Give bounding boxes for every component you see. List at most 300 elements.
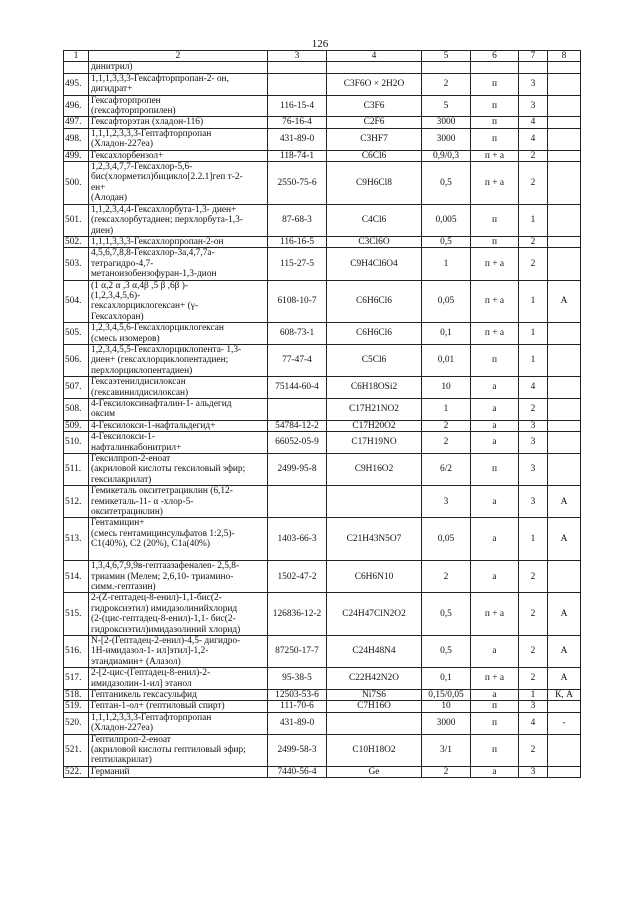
name-line: Гемикеталь окситетрациклин (6,12-: [91, 486, 233, 497]
name-line: 1,2,3,4,5,5-Гексахлорциклопента- 1,3-: [91, 344, 242, 355]
cas-number: [268, 62, 327, 73]
row-number: 495.: [64, 73, 89, 95]
formula: C5Cl6: [327, 344, 422, 376]
note: [548, 150, 581, 161]
aggregate-state: п + а: [471, 248, 519, 280]
name-line: Гексафторпропен: [91, 95, 161, 106]
formula: C2F6: [327, 117, 422, 128]
note: А: [548, 486, 581, 518]
substance-name: [89, 486, 268, 518]
limit-value: 10: [422, 377, 471, 399]
note: [548, 248, 581, 280]
substance-name: [89, 280, 268, 323]
name-line: (смесь изомеров): [91, 333, 160, 344]
row-number: 509.: [64, 420, 89, 431]
row-number: 520.: [64, 712, 89, 734]
aggregate-state: а: [471, 486, 519, 518]
name-line: тетрагидро-4,7-: [91, 258, 154, 269]
note: [548, 95, 581, 117]
limit-value: 0,5: [422, 236, 471, 247]
name-line: имидазолин-1-ил] этанол: [91, 678, 192, 689]
cas-number: 76-16-4: [268, 117, 327, 128]
formula: C9H6Cl8: [327, 162, 422, 205]
cas-number: 6108-10-7: [268, 280, 327, 323]
substance-name: [89, 593, 268, 636]
hazard-class: 2: [519, 734, 548, 766]
hazard-class: 2: [519, 668, 548, 690]
formula: C3Cl6O: [327, 236, 422, 247]
note: А: [548, 280, 581, 323]
table-row: [64, 734, 581, 766]
name-line: (акриловой кислоты гексиловый эфир;: [91, 464, 246, 475]
note: [548, 377, 581, 399]
col-header: 1: [64, 51, 89, 62]
cas-number: 66052-05-9: [268, 432, 327, 454]
limit-value: 0,9/0,3: [422, 150, 471, 161]
aggregate-state: а: [471, 399, 519, 421]
name-line: (1 α,2 α ,3 α,4β ,5 β ,6β )-: [91, 280, 189, 291]
formula: C6H18OSi2: [327, 377, 422, 399]
formula: C6H6Cl6: [327, 280, 422, 323]
aggregate-state: а: [471, 635, 519, 667]
substance-name: [89, 377, 268, 399]
hazard-class: 2: [519, 150, 548, 161]
aggregate-state: а: [471, 420, 519, 431]
note: [548, 323, 581, 345]
cas-number: [268, 399, 327, 421]
formula: [327, 62, 422, 73]
formula: C6H6Cl6: [327, 323, 422, 345]
limit-value: 1: [422, 248, 471, 280]
aggregate-state: п + а: [471, 593, 519, 636]
cas-number: 111-70-6: [268, 701, 327, 712]
name-line: 1,2,3,4,7,7-Гексахлор-5,6-: [91, 162, 193, 173]
cas-number: [268, 486, 327, 518]
name-line: окситетрациклин): [91, 507, 163, 518]
row-number: 499.: [64, 150, 89, 161]
note: [548, 432, 581, 454]
cas-number: 431-89-0: [268, 712, 327, 734]
substance-name: [89, 344, 268, 376]
substance-name: [89, 399, 268, 421]
table-row: [64, 117, 581, 128]
hazard-class: [519, 62, 548, 73]
formula: Ni7S6: [327, 689, 422, 700]
formula: C17H19NO: [327, 432, 422, 454]
name-line: Гексахлоран): [91, 311, 144, 322]
name-line: Гексахлорбензол+: [91, 150, 164, 161]
limit-value: 0,5: [422, 593, 471, 636]
name-line: гемикеталь-11- α -хлор-5-: [91, 496, 194, 507]
name-line: (Алодан): [91, 193, 128, 204]
name-line: нафталинкабонитрил+: [91, 442, 182, 453]
name-line: [91, 550, 265, 560]
substance-name: [89, 766, 268, 777]
note: [548, 420, 581, 431]
col-header: 6: [471, 51, 519, 62]
substance-name: [89, 518, 268, 561]
table-row: [64, 128, 581, 150]
table-row: [64, 561, 581, 593]
row-number: 522.: [64, 766, 89, 777]
name-line: диен+ (гексахлорциклопентадиен;: [91, 355, 229, 366]
substance-name: [89, 701, 268, 712]
note: [548, 766, 581, 777]
name-line: Германий: [91, 766, 130, 777]
row-number: 496.: [64, 95, 89, 117]
substance-name: [89, 323, 268, 345]
hazard-class: 3: [519, 73, 548, 95]
formula: C3F6: [327, 95, 422, 117]
row-number: 504.: [64, 280, 89, 323]
name-line: (Хладон-227еа): [91, 139, 153, 150]
aggregate-state: а: [471, 766, 519, 777]
limit-value: 5: [422, 95, 471, 117]
substance-name: [89, 150, 268, 161]
limit-value: 1: [422, 399, 471, 421]
substance-name: [89, 236, 268, 247]
name-line: метаноизобензофуран-1,3-дион: [91, 269, 217, 280]
row-number: 511.: [64, 454, 89, 486]
name-line: 1,1,1,2,3,3,3-Гептафторпропан: [91, 128, 212, 139]
aggregate-state: п: [471, 454, 519, 486]
name-line: 1,2,3,4,5,6-Гексахлорциклогексан: [91, 323, 224, 334]
substance-name: [89, 95, 268, 117]
col-header: 8: [548, 51, 581, 62]
aggregate-state: п: [471, 73, 519, 95]
table-row: [64, 377, 581, 399]
limit-value: 0,005: [422, 204, 471, 236]
limit-value: 0,5: [422, 635, 471, 667]
row-number: 500.: [64, 162, 89, 205]
limit-value: 0,05: [422, 280, 471, 323]
name-line: 4-Гексилокси-1-: [91, 432, 155, 443]
hazard-class: 2: [519, 236, 548, 247]
row-number: 506.: [64, 344, 89, 376]
formula: C4Cl6: [327, 204, 422, 236]
hazard-class: 4: [519, 377, 548, 399]
formula: C3F6O × 2H2O: [327, 73, 422, 95]
name-line: диен): [91, 225, 114, 236]
aggregate-state: а: [471, 689, 519, 700]
cas-number: 1502-47-2: [268, 561, 327, 593]
limit-value: 2: [422, 420, 471, 431]
formula: C24H48N4: [327, 635, 422, 667]
name-line: динитрил): [91, 62, 133, 73]
row-number: 505.: [64, 323, 89, 345]
name-line: Гептаникель гексасульфид: [91, 689, 197, 700]
table-row: [64, 62, 581, 73]
name-line: оксим: [91, 409, 116, 420]
note: [548, 399, 581, 421]
aggregate-state: п + а: [471, 323, 519, 345]
hazard-class: 1: [519, 344, 548, 376]
name-line: Гексилпроп-2-еноат: [91, 454, 171, 465]
name-line: Гептилпроп-2-еноат: [91, 734, 171, 745]
name-line: гептилакрилат): [91, 755, 152, 766]
cas-number: 54784-12-2: [268, 420, 327, 431]
table-row: [64, 323, 581, 345]
name-line: ен+: [91, 182, 106, 193]
hazard-class: 3: [519, 432, 548, 454]
name-line: (акриловой кислоты гептиловый эфир;: [91, 745, 246, 755]
limit-value: [422, 62, 471, 73]
cas-number: 77-47-4: [268, 344, 327, 376]
name-line: перхлорциклопентадиен): [91, 365, 193, 376]
note: [548, 454, 581, 486]
aggregate-state: п: [471, 701, 519, 712]
cas-number: 2550-75-6: [268, 162, 327, 205]
name-line: гидроксиэтил) имидазолинийхлорид: [91, 603, 238, 614]
formula: C17H21NO2: [327, 399, 422, 421]
note: [548, 204, 581, 236]
note: [548, 73, 581, 95]
cas-number: 115-27-5: [268, 248, 327, 280]
row-number: 510.: [64, 432, 89, 454]
cas-number: 2499-95-8: [268, 454, 327, 486]
name-line: гидроксиэтил)имидазолиний хлорид): [91, 624, 241, 635]
substance-name: [89, 635, 268, 667]
aggregate-state: п: [471, 204, 519, 236]
table-row: [64, 162, 581, 205]
name-line: 1,3,4,6,7,9,9в-гептаазафеналеn- 2,5,8-: [91, 561, 240, 572]
table-row: [64, 766, 581, 777]
limit-value: 0,05: [422, 518, 471, 561]
col-header: 4: [327, 51, 422, 62]
row-number: 503.: [64, 248, 89, 280]
cas-number: [268, 73, 327, 95]
col-header: 3: [268, 51, 327, 62]
hazard-class: 4: [519, 117, 548, 128]
row-number: 512.: [64, 486, 89, 518]
header-row: [64, 51, 581, 62]
table-row: [64, 73, 581, 95]
note: К, А: [548, 689, 581, 700]
name-line: 2-[2-цис-(Гептадец-8-енил)-2-: [91, 668, 211, 679]
table-row: [64, 420, 581, 431]
limit-value: 3: [422, 486, 471, 518]
row-number: 513.: [64, 518, 89, 561]
note: А: [548, 668, 581, 690]
note: А: [548, 593, 581, 636]
name-line: 4-Гексилоксинафталин-1- альдегид: [91, 399, 232, 409]
limit-value: 3/1: [422, 734, 471, 766]
name-line: симм.-гептазин): [91, 581, 156, 592]
substance-name: [89, 248, 268, 280]
limit-value: 3000: [422, 712, 471, 734]
hazard-class: 2: [519, 561, 548, 593]
name-line: (1,2,3,4,5,6)-: [91, 290, 141, 301]
cas-number: 1403-66-3: [268, 518, 327, 561]
hazard-class: 2: [519, 399, 548, 421]
hazard-class: 3: [519, 701, 548, 712]
note: [548, 117, 581, 128]
table-body: [64, 62, 581, 778]
row-number: 516.: [64, 635, 89, 667]
cas-number: 116-16-5: [268, 236, 327, 247]
substance-name: [89, 712, 268, 734]
formula: C9H16O2: [327, 454, 422, 486]
formula: C3HF7: [327, 128, 422, 150]
name-line: Гептан-1-ол+ (гептиловый спирт): [91, 701, 225, 712]
substance-name: [89, 62, 268, 73]
hazard-class: 2: [519, 593, 548, 636]
name-line: этандиамин+ (Алазол): [91, 656, 181, 667]
name-line: Гентамицин+: [91, 518, 145, 529]
note: [548, 128, 581, 150]
formula: C24H47ClN2O2: [327, 593, 422, 636]
name-line: 1Н-имидазол-1- ил]этил]-1,2-: [91, 646, 209, 657]
substance-name: [89, 73, 268, 95]
limit-value: 6/2: [422, 454, 471, 486]
limit-value: 0,1: [422, 668, 471, 690]
limit-value: 2: [422, 561, 471, 593]
hazard-class: 3: [519, 420, 548, 431]
formula: C17H20O2: [327, 420, 422, 431]
limit-value: 0,5: [422, 162, 471, 205]
col-header: 7: [519, 51, 548, 62]
cas-number: 118-74-1: [268, 150, 327, 161]
cas-number: 116-15-4: [268, 95, 327, 117]
name-line: 1,1,2,3,4,4-Гексахлорбута-1,3- диен+: [91, 204, 237, 215]
hazard-class: 1: [519, 323, 548, 345]
aggregate-state: а: [471, 561, 519, 593]
formula: [327, 486, 422, 518]
aggregate-state: п: [471, 734, 519, 766]
formula: C7H16O: [327, 701, 422, 712]
aggregate-state: п: [471, 128, 519, 150]
name-line: N-[2-(Гептадец-2-енил)-4,5- дигидро-: [91, 635, 241, 646]
name-line: (гексахлорбутадиен; перхлорбута-1,3-: [91, 215, 243, 226]
name-line: (Хладон-227еа): [91, 723, 153, 734]
row-number: [64, 62, 89, 73]
limit-value: 10: [422, 701, 471, 712]
table-row: [64, 399, 581, 421]
cas-number: 126836-12-2: [268, 593, 327, 636]
limit-value: 2: [422, 432, 471, 454]
aggregate-state: п + а: [471, 162, 519, 205]
table-row: [64, 486, 581, 518]
row-number: 514.: [64, 561, 89, 593]
hazard-class: 4: [519, 128, 548, 150]
substance-name: [89, 668, 268, 690]
row-number: 498.: [64, 128, 89, 150]
name-line: 4,5,6,7,8,8-Гексахлор-3а,4,7,7а-: [91, 248, 215, 259]
table-row: [64, 701, 581, 712]
note: [548, 734, 581, 766]
hazard-class: 1: [519, 689, 548, 700]
name-line: (гексафторпропилен): [91, 106, 176, 117]
hazard-class: 2: [519, 162, 548, 205]
aggregate-state: п: [471, 236, 519, 247]
formula: C6Cl6: [327, 150, 422, 161]
cas-number: 431-89-0: [268, 128, 327, 150]
table-row: [64, 432, 581, 454]
substance-name: [89, 454, 268, 486]
table-row: [64, 668, 581, 690]
aggregate-state: а: [471, 432, 519, 454]
col-header: 2: [89, 51, 268, 62]
aggregate-state: п + а: [471, 668, 519, 690]
substance-name: [89, 734, 268, 766]
name-line: C1(40%), C2 (20%), C1a(40%): [91, 539, 210, 550]
row-number: 515.: [64, 593, 89, 636]
table-row: [64, 236, 581, 247]
row-number: 517.: [64, 668, 89, 690]
hazard-class: 1: [519, 280, 548, 323]
cas-number: 87250-17-7: [268, 635, 327, 667]
hazard-class: 2: [519, 635, 548, 667]
formula: C10H18O2: [327, 734, 422, 766]
formula: [327, 712, 422, 734]
name-line: дигидрат+: [91, 84, 133, 95]
hazard-class: 3: [519, 454, 548, 486]
hazard-class: 3: [519, 766, 548, 777]
aggregate-state: п + а: [471, 280, 519, 323]
cas-number: 608-73-1: [268, 323, 327, 345]
name-line: (смесь гентамицинсульфатов 1:2,5)-: [91, 528, 235, 539]
row-number: 507.: [64, 377, 89, 399]
row-number: 519.: [64, 701, 89, 712]
substance-name: [89, 117, 268, 128]
table-row: [64, 344, 581, 376]
cas-number: 7440-56-4: [268, 766, 327, 777]
table-row: [64, 280, 581, 323]
row-number: 518.: [64, 689, 89, 700]
substance-name: [89, 689, 268, 700]
substance-table: [63, 50, 581, 778]
hazard-class: 3: [519, 486, 548, 518]
cas-number: 12503-53-6: [268, 689, 327, 700]
cas-number: 75144-60-4: [268, 377, 327, 399]
aggregate-state: п + а: [471, 150, 519, 161]
formula: C21H43N5O7: [327, 518, 422, 561]
note: [548, 561, 581, 593]
cas-number: 87-68-3: [268, 204, 327, 236]
aggregate-state: п: [471, 95, 519, 117]
aggregate-state: а: [471, 377, 519, 399]
row-number: 497.: [64, 117, 89, 128]
name-line: 1,1,1,3,3,3-Гексахлорпропан-2-он: [91, 236, 224, 247]
note: А: [548, 518, 581, 561]
name-line: Гексафторэтан (хладон-116): [91, 117, 204, 128]
limit-value: 0,1: [422, 323, 471, 345]
note: [548, 236, 581, 247]
row-number: 508.: [64, 399, 89, 421]
formula: C22H42N2O: [327, 668, 422, 690]
hazard-class: 4: [519, 712, 548, 734]
name-line: Гексаэтенилдисилоксан: [91, 377, 186, 388]
name-line: 2-(Z-гептадец-8-енил)-1,1-бис(2-: [91, 593, 222, 604]
formula: C6H6N10: [327, 561, 422, 593]
name-line: 4-Гексилокси-1-нафтальдегид+: [91, 420, 216, 431]
aggregate-state: п: [471, 117, 519, 128]
hazard-class: 1: [519, 204, 548, 236]
limit-value: 2: [422, 766, 471, 777]
substance-name: [89, 561, 268, 593]
note: [548, 701, 581, 712]
row-number: 502.: [64, 236, 89, 247]
table-row: [64, 454, 581, 486]
aggregate-state: а: [471, 518, 519, 561]
table-row: [64, 150, 581, 161]
table-row: [64, 95, 581, 117]
row-number: 501.: [64, 204, 89, 236]
name-line: бис(хлорметил)бицикло[2.2.1]геп т-2-: [91, 172, 243, 183]
aggregate-state: [471, 62, 519, 73]
name-line: 1,1,1,3,3,3-Гексафторпропан-2- он,: [91, 73, 229, 84]
name-line: гексилакрилат): [91, 474, 152, 485]
